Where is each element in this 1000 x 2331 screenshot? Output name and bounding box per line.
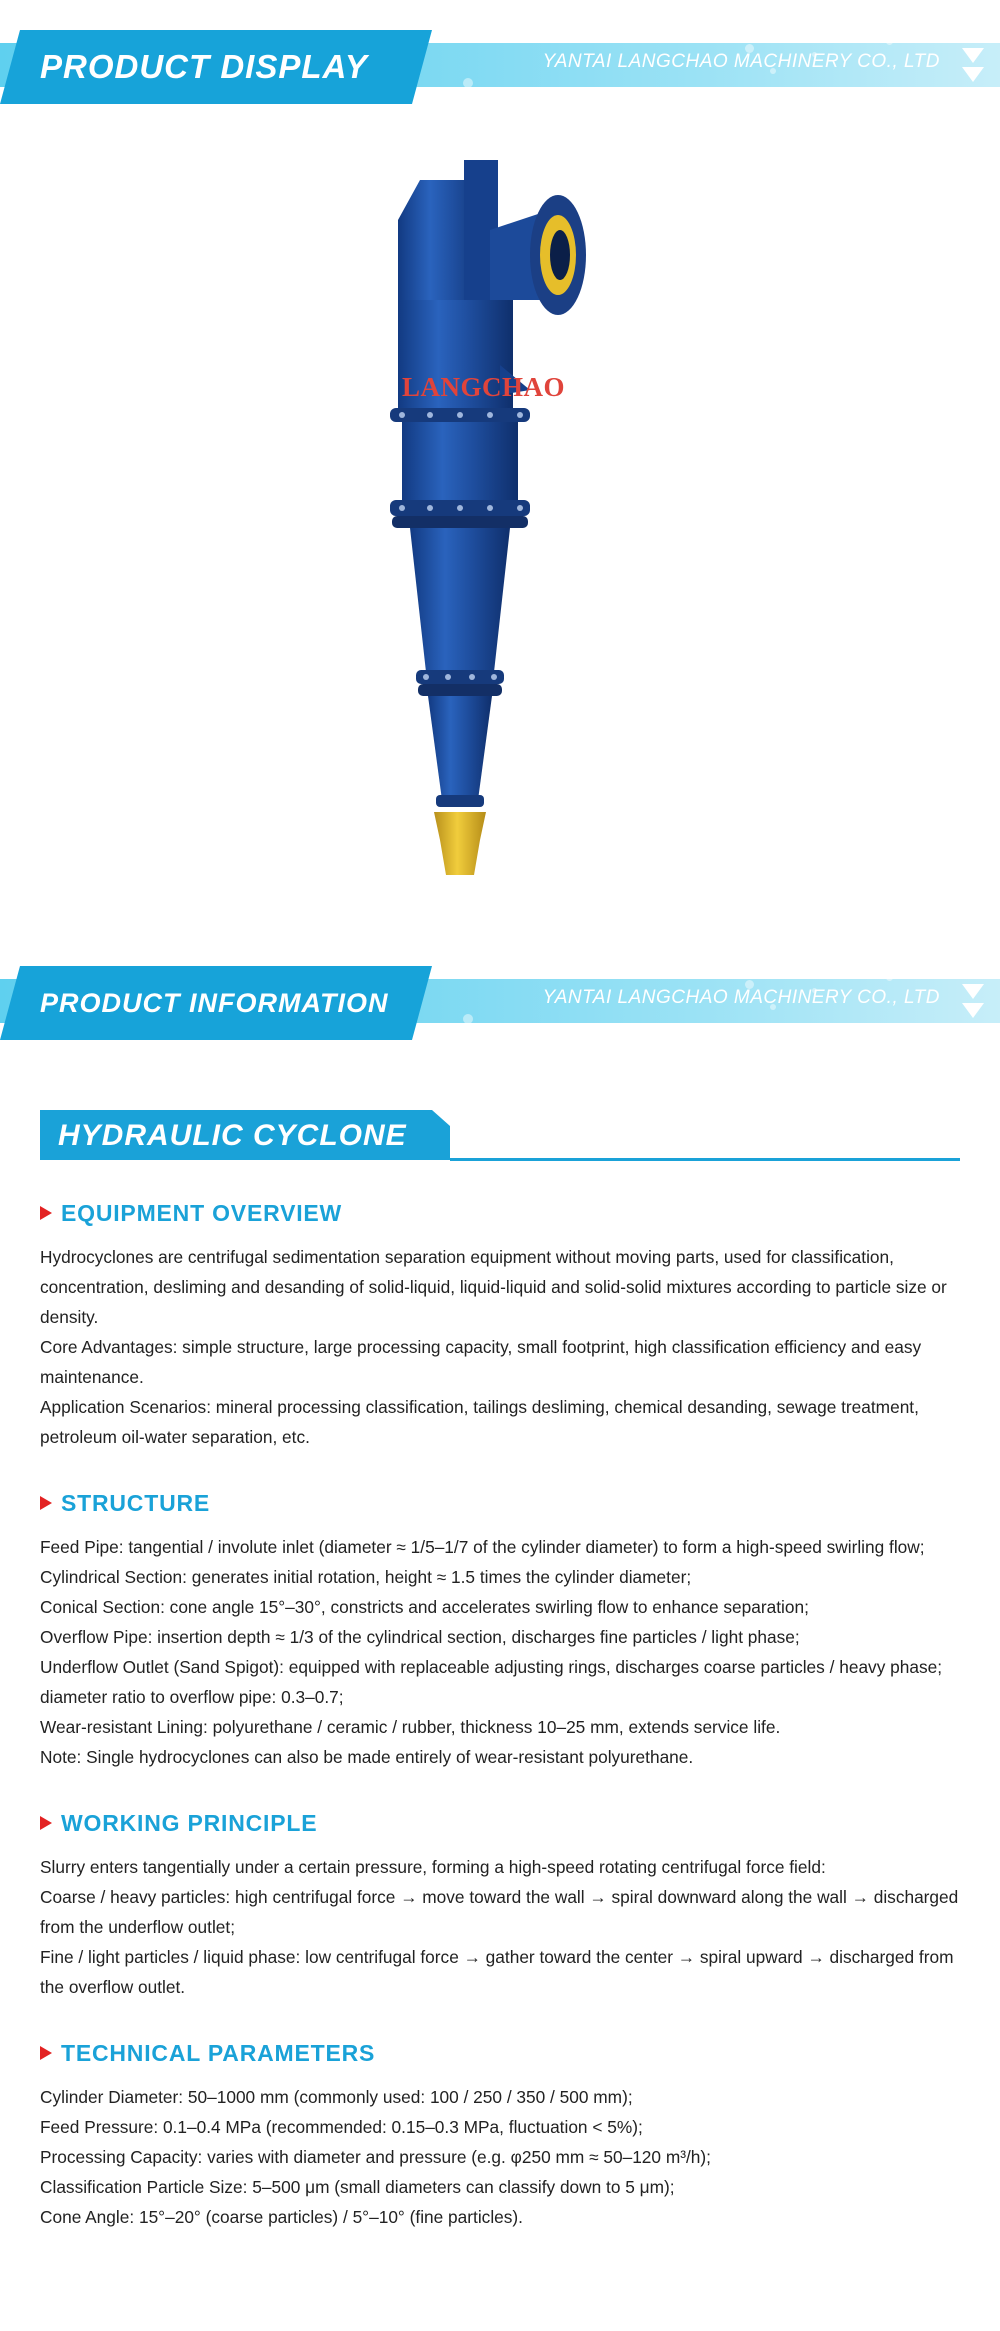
product-image <box>0 150 1000 930</box>
text-line: Classification Particle Size: 5–500 μm (small diameters can classify down to 5 μm); <box>40 2177 675 2197</box>
technical-parameters-block <box>40 2038 960 2232</box>
block-heading <box>40 1808 960 1838</box>
brand-mark: LANGCHAO <box>402 372 566 402</box>
chevron-down-icon <box>962 984 984 1024</box>
arrow-right-icon <box>40 2046 52 2060</box>
text-line: Hydrocyclones are centrifugal sedimentation separation equipment without moving parts, used for classification, concentration, desliming and desanding of solid-liquid, liquid-liquid and solid-solid mixtures according to particle size or density. <box>40 1247 947 1327</box>
text-line: Cylindrical Section: generates initial rotation, height ≈ 1.5 times the cylinder diameter; <box>40 1567 692 1587</box>
text-line: Feed Pipe: tangential / involute inlet (diameter ≈ 1/5–1/7 of the cylinder diameter) to form a high-speed swirling flow; <box>40 1537 925 1557</box>
working-principle-block <box>40 1808 960 2002</box>
text-line: Cylinder Diameter: 50–1000 mm (commonly used: 100 / 250 / 350 / 500 mm); <box>40 2087 633 2107</box>
banner-title: PRODUCT INFORMATION <box>40 988 389 1018</box>
arrow-right-icon <box>40 1496 52 1510</box>
block-paragraph <box>40 1532 960 1772</box>
text-line: Processing Capacity: varies with diameter and pressure (e.g. φ250 mm ≈ 50–120 m³/h); <box>40 2147 711 2167</box>
banner-title: PRODUCT DISPLAY <box>40 48 368 85</box>
block-heading-text: WORKING PRINCIPLE <box>61 1809 318 1836</box>
arrow-right-icon <box>40 1816 52 1830</box>
section-title: HYDRAULIC CYCLONE <box>58 1119 407 1152</box>
structure-block <box>40 1488 960 1772</box>
hydrocyclone-illustration <box>380 150 640 910</box>
text-line: Feed Pressure: 0.1–0.4 MPa (recommended: 0.15–0.3 MPa, fluctuation < 5%); <box>40 2117 643 2137</box>
block-heading <box>40 2038 960 2068</box>
block-heading <box>40 1488 960 1518</box>
chevron-down-icon <box>962 48 984 88</box>
block-heading-text: TECHNICAL PARAMETERS <box>61 2039 376 2066</box>
company-name: YANTAI LANGCHAO MACHINERY CO., LTD <box>542 51 940 72</box>
text-line: Overflow Pipe: insertion depth ≈ 1/3 of the cylindrical section, discharges fine particles / light phase; <box>40 1627 800 1647</box>
text-line: Core Advantages: simple structure, large processing capacity, small footprint, high classification efficiency and easy maintenance. <box>40 1337 922 1387</box>
text-line: Fine / light particles / liquid phase: low centrifugal force → gather toward the center → spiral upward → discharged from the overflow outlet. <box>40 1947 954 1997</box>
arrow-right-icon <box>40 1206 52 1220</box>
text-line: Note: Single hydrocyclones can also be made entirely of wear-resistant polyurethane. <box>40 1747 694 1767</box>
block-paragraph <box>40 1852 960 2002</box>
block-heading <box>40 1198 960 1228</box>
text-line: Coarse / heavy particles: high centrifugal force → move toward the wall → spiral downward along the wall → discharged from the underflow outlet; <box>40 1887 959 1937</box>
text-line: Application Scenarios: mineral processing classification, tailings desliming, chemical desanding, sewage treatment, petroleum oil-water separation, etc. <box>40 1397 919 1447</box>
text-line: Wear-resistant Lining: polyurethane / ceramic / rubber, thickness 10–25 mm, extends service life. <box>40 1717 781 1737</box>
equipment-overview-block <box>40 1198 960 1452</box>
block-paragraph <box>40 1242 960 1452</box>
block-heading-text: EQUIPMENT OVERVIEW <box>61 1199 343 1226</box>
company-name: YANTAI LANGCHAO MACHINERY CO., LTD <box>542 987 940 1008</box>
product-information-banner <box>0 966 1000 1040</box>
text-line: Conical Section: cone angle 15°–30°, constricts and accelerates swirling flow to enhance separation; <box>40 1597 809 1617</box>
block-paragraph <box>40 2082 960 2232</box>
section-rule <box>450 1158 960 1161</box>
product-display-banner <box>0 30 1000 104</box>
section-heading <box>40 1110 960 1162</box>
block-heading-text: STRUCTURE <box>61 1489 211 1516</box>
text-line: Slurry enters tangentially under a certain pressure, forming a high-speed rotating centrifugal force field: <box>40 1857 826 1877</box>
text-line: Underflow Outlet (Sand Spigot): equipped with replaceable adjusting rings, discharges coarse particles / heavy phase; diameter ratio to overflow pipe: 0.3–0.7; <box>40 1657 943 1707</box>
text-line: Cone Angle: 15°–20° (coarse particles) / 5°–10° (fine particles). <box>40 2207 523 2227</box>
product-content <box>40 1198 960 2268</box>
